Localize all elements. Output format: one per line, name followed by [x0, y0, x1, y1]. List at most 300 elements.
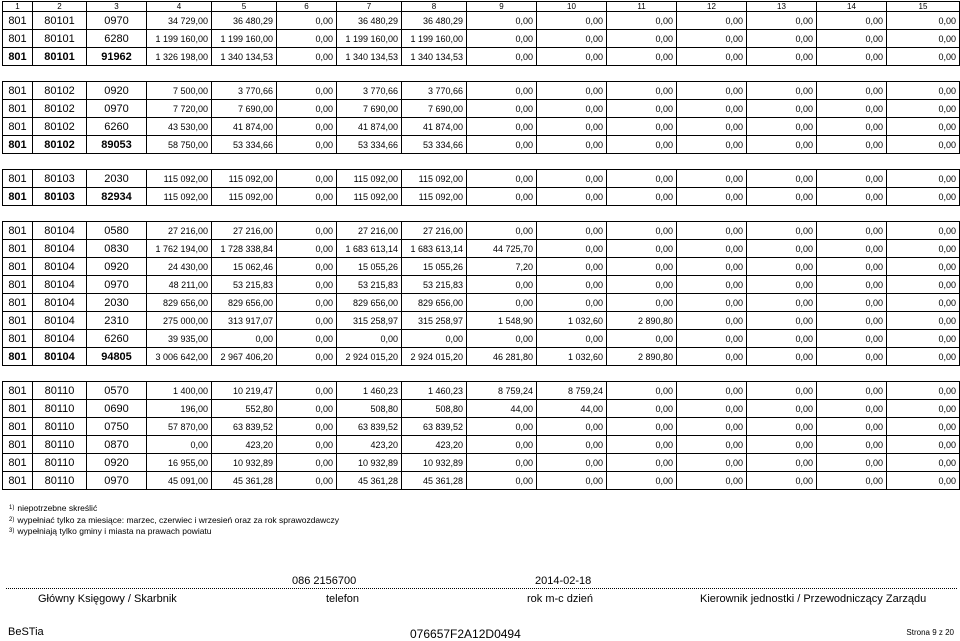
- table-cell: 10 932,89: [402, 454, 467, 472]
- table-cell: 0,00: [747, 222, 817, 240]
- table-cell: 0,00: [817, 48, 887, 66]
- table-cell: 0920: [87, 82, 147, 100]
- table-cell: 0,00: [537, 294, 607, 312]
- table-cell: 0,00: [747, 170, 817, 188]
- column-header: 12: [677, 2, 747, 12]
- table-cell: 27 216,00: [212, 222, 277, 240]
- table-row-total: [3, 136, 960, 154]
- table-cell: 0,00: [467, 436, 537, 454]
- footnote-2: $^{2)}$ wypełniać tylko za miesiące: marzec, czerwiec i wrzesień oraz za rok sprawozdawczy: [9, 514, 340, 525]
- table-row: [3, 222, 960, 240]
- column-header: 14: [817, 2, 887, 12]
- section-separator: [3, 66, 960, 82]
- table-cell: 115 092,00: [337, 170, 402, 188]
- table-cell: 0,00: [887, 188, 960, 206]
- table-cell: 115 092,00: [212, 188, 277, 206]
- table-cell: 0,00: [747, 276, 817, 294]
- table-cell: 801: [3, 454, 33, 472]
- table-cell: 0,00: [277, 382, 337, 400]
- table-cell: 10 219,47: [212, 382, 277, 400]
- table-cell: 0,00: [817, 400, 887, 418]
- table-cell: 0,00: [677, 100, 747, 118]
- table-cell: 16 955,00: [147, 454, 212, 472]
- column-header: 9: [467, 2, 537, 12]
- table-cell: 801: [3, 222, 33, 240]
- table-cell: 0,00: [537, 188, 607, 206]
- table-cell: 0,00: [607, 418, 677, 436]
- table-cell: 1 199 160,00: [212, 30, 277, 48]
- table-cell: 0,00: [277, 436, 337, 454]
- table-cell: 27 216,00: [402, 222, 467, 240]
- table-cell: 801: [3, 136, 33, 154]
- table-cell: 0,00: [817, 82, 887, 100]
- table-cell: 15 055,26: [337, 258, 402, 276]
- table-cell: 45 361,28: [212, 472, 277, 490]
- table-cell: 1 460,23: [337, 382, 402, 400]
- table-cell: 0,00: [817, 12, 887, 30]
- table-cell: 0,00: [677, 48, 747, 66]
- table-cell: 0,00: [677, 240, 747, 258]
- table-cell: 508,80: [337, 400, 402, 418]
- column-header: 13: [747, 2, 817, 12]
- table-cell: 7 690,00: [212, 100, 277, 118]
- table-cell: 0,00: [677, 418, 747, 436]
- date-value: 2014-02-18: [535, 575, 592, 587]
- table-cell: 0,00: [677, 82, 747, 100]
- table-cell: 0,00: [887, 30, 960, 48]
- column-header: 3: [87, 2, 147, 12]
- table-cell: 7 690,00: [402, 100, 467, 118]
- table-cell: 44,00: [467, 400, 537, 418]
- table-cell: 0,00: [887, 170, 960, 188]
- table-cell: 0,00: [887, 118, 960, 136]
- table-cell: 423,20: [402, 436, 467, 454]
- table-cell: 0,00: [817, 312, 887, 330]
- table-cell: 0,00: [747, 330, 817, 348]
- table-cell: 0,00: [467, 330, 537, 348]
- table-cell: 0,00: [467, 188, 537, 206]
- table-cell: 196,00: [147, 400, 212, 418]
- table-cell: 0,00: [402, 330, 467, 348]
- phone-value: 086 2156700: [292, 575, 357, 587]
- table-cell: 45 091,00: [147, 472, 212, 490]
- table-cell: 0,00: [677, 454, 747, 472]
- table-cell: 801: [3, 170, 33, 188]
- table-cell: 1 032,60: [537, 348, 607, 366]
- table-cell: 7 500,00: [147, 82, 212, 100]
- footnotes: [9, 503, 339, 538]
- table-cell: 0,00: [537, 240, 607, 258]
- table-cell: 44 725,70: [467, 240, 537, 258]
- table-cell: 46 281,80: [467, 348, 537, 366]
- table-cell: 63 839,52: [402, 418, 467, 436]
- table-cell: 2030: [87, 170, 147, 188]
- table-cell: 0,00: [277, 222, 337, 240]
- table-cell: 0,00: [537, 418, 607, 436]
- table-cell: 801: [3, 258, 33, 276]
- table-cell: 1 326 198,00: [147, 48, 212, 66]
- table-cell: 0,00: [747, 472, 817, 490]
- table-cell: 0,00: [467, 48, 537, 66]
- table-cell: 0,00: [747, 188, 817, 206]
- table-cell: 0,00: [277, 12, 337, 30]
- table-cell: 80110: [33, 382, 87, 400]
- table-cell: 0,00: [817, 118, 887, 136]
- column-header: 2: [33, 2, 87, 12]
- table-cell: 41 874,00: [402, 118, 467, 136]
- table-cell: 10 932,89: [337, 454, 402, 472]
- table-cell: 115 092,00: [402, 170, 467, 188]
- table-cell: 0,00: [817, 100, 887, 118]
- table-cell: 0,00: [467, 418, 537, 436]
- table-cell: 3 770,66: [402, 82, 467, 100]
- table-cell: 0,00: [747, 12, 817, 30]
- table-cell: 80110: [33, 454, 87, 472]
- table-cell: 15 055,26: [402, 258, 467, 276]
- table-cell: 80104: [33, 222, 87, 240]
- table-cell: 2 924 015,20: [402, 348, 467, 366]
- table-cell: 53 215,83: [337, 276, 402, 294]
- table-cell: 80104: [33, 294, 87, 312]
- table-cell: 0570: [87, 382, 147, 400]
- table-cell: 0,00: [747, 240, 817, 258]
- table-cell: 801: [3, 30, 33, 48]
- table-cell: 0,00: [277, 294, 337, 312]
- table-cell: 1 762 194,00: [147, 240, 212, 258]
- table-cell: 0,00: [817, 418, 887, 436]
- table-cell: 80104: [33, 330, 87, 348]
- phone-label: telefon: [326, 593, 360, 605]
- table-cell: 0,00: [467, 222, 537, 240]
- table-cell: 0,00: [677, 382, 747, 400]
- table-cell: 829 656,00: [147, 294, 212, 312]
- table-cell: 2 890,80: [607, 348, 677, 366]
- table-cell: 0,00: [677, 330, 747, 348]
- table-cell: 0,00: [277, 330, 337, 348]
- table-cell: 0,00: [147, 436, 212, 454]
- table-cell: 0,00: [747, 418, 817, 436]
- table-cell: 0,00: [277, 82, 337, 100]
- table-cell: 0,00: [677, 400, 747, 418]
- table-cell: 0,00: [537, 100, 607, 118]
- table-cell: 2 890,80: [607, 312, 677, 330]
- table-cell: 0,00: [277, 418, 337, 436]
- table-cell: 0970: [87, 276, 147, 294]
- table-cell: 0,00: [607, 118, 677, 136]
- table-cell: 801: [3, 100, 33, 118]
- document-id: 076657F2A12D0494: [410, 627, 521, 641]
- table-cell: 1 460,23: [402, 382, 467, 400]
- table-cell: 0,00: [537, 30, 607, 48]
- table-cell: 80104: [33, 240, 87, 258]
- table-cell: 36 480,29: [402, 12, 467, 30]
- table-cell: 0,00: [467, 454, 537, 472]
- table-cell: 0,00: [467, 82, 537, 100]
- table-cell: 0,00: [537, 170, 607, 188]
- table-cell: 0,00: [607, 258, 677, 276]
- table-cell: 80102: [33, 82, 87, 100]
- table-cell: 2 967 406,20: [212, 348, 277, 366]
- table-cell: 0,00: [747, 100, 817, 118]
- table-row: [3, 258, 960, 276]
- table-cell: 0,00: [887, 382, 960, 400]
- table-cell: 0,00: [887, 258, 960, 276]
- table-cell: 0,00: [537, 276, 607, 294]
- table-cell: 0,00: [467, 294, 537, 312]
- table-cell: 0,00: [607, 472, 677, 490]
- table-cell: 0,00: [537, 118, 607, 136]
- table-cell: 63 839,52: [212, 418, 277, 436]
- table-cell: 0,00: [817, 330, 887, 348]
- table-cell: 0,00: [537, 472, 607, 490]
- table-cell: 80103: [33, 170, 87, 188]
- table-cell: 801: [3, 400, 33, 418]
- table-cell: 801: [3, 12, 33, 30]
- table-cell: 0,00: [747, 454, 817, 472]
- table-cell: 0,00: [747, 400, 817, 418]
- table-cell: 0920: [87, 258, 147, 276]
- table-cell: 0,00: [212, 330, 277, 348]
- table-cell: 315 258,97: [402, 312, 467, 330]
- table-cell: 0,00: [817, 170, 887, 188]
- table-cell: 0,00: [747, 312, 817, 330]
- table-row: [3, 100, 960, 118]
- table-cell: 423,20: [212, 436, 277, 454]
- table-cell: 0,00: [747, 348, 817, 366]
- table-cell: 53 334,66: [337, 136, 402, 154]
- table-cell: 0,00: [817, 436, 887, 454]
- column-header: 4: [147, 2, 212, 12]
- table-cell: 0,00: [607, 330, 677, 348]
- table-cell: 80103: [33, 188, 87, 206]
- table-cell: 0,00: [747, 294, 817, 312]
- table-cell: 0,00: [277, 100, 337, 118]
- table-cell: 0,00: [467, 100, 537, 118]
- table-cell: 0,00: [277, 348, 337, 366]
- table-cell: 0,00: [607, 188, 677, 206]
- table-cell: 0,00: [887, 472, 960, 490]
- table-cell: 8 759,24: [467, 382, 537, 400]
- table-cell: 0,00: [747, 382, 817, 400]
- table-cell: 0,00: [887, 436, 960, 454]
- table-cell: 48 211,00: [147, 276, 212, 294]
- table-cell: 0970: [87, 472, 147, 490]
- table-cell: 3 006 642,00: [147, 348, 212, 366]
- table-cell: 0,00: [887, 418, 960, 436]
- table-cell: 0,00: [817, 472, 887, 490]
- table-cell: 0,00: [887, 48, 960, 66]
- table-cell: 63 839,52: [337, 418, 402, 436]
- table-cell: 0,00: [277, 30, 337, 48]
- table-cell: 829 656,00: [402, 294, 467, 312]
- table-cell: 41 874,00: [337, 118, 402, 136]
- table-row: [3, 436, 960, 454]
- table-cell: 1 340 134,53: [402, 48, 467, 66]
- table-cell: 0,00: [677, 436, 747, 454]
- table-cell: 0,00: [607, 294, 677, 312]
- table-cell: 24 430,00: [147, 258, 212, 276]
- table-cell: 0,00: [677, 136, 747, 154]
- table-cell: 2030: [87, 294, 147, 312]
- table-cell: 44,00: [537, 400, 607, 418]
- table-cell: 801: [3, 118, 33, 136]
- table-cell: 0,00: [277, 170, 337, 188]
- table-cell: 6260: [87, 330, 147, 348]
- table-cell: 0970: [87, 12, 147, 30]
- table-cell: 0,00: [467, 12, 537, 30]
- date-label: rok m-c dzień: [527, 593, 594, 605]
- table-cell: 801: [3, 82, 33, 100]
- table-cell: 53 334,66: [212, 136, 277, 154]
- table-cell: 0,00: [277, 118, 337, 136]
- table-cell: 3 770,66: [212, 82, 277, 100]
- table-cell: 0,00: [887, 12, 960, 30]
- section-separator: [3, 154, 960, 170]
- table-cell: 801: [3, 294, 33, 312]
- table-cell: 0,00: [887, 348, 960, 366]
- table-cell: 1 400,00: [147, 382, 212, 400]
- column-header: 6: [277, 2, 337, 12]
- table-cell: 0,00: [607, 222, 677, 240]
- table-cell: 0,00: [817, 382, 887, 400]
- section-separator: [3, 206, 960, 222]
- table-cell: 0,00: [817, 276, 887, 294]
- table-cell: 1 199 160,00: [147, 30, 212, 48]
- table-row: [3, 472, 960, 490]
- table-cell: 80110: [33, 436, 87, 454]
- table-cell: 801: [3, 348, 33, 366]
- table-cell: 115 092,00: [402, 188, 467, 206]
- table-cell: 53 215,83: [212, 276, 277, 294]
- table-cell: 0,00: [677, 118, 747, 136]
- table-row: [3, 82, 960, 100]
- table-cell: 552,80: [212, 400, 277, 418]
- table-cell: 0,00: [277, 312, 337, 330]
- table-cell: 1 340 134,53: [337, 48, 402, 66]
- table-cell: 0,00: [817, 222, 887, 240]
- table-cell: 0,00: [747, 30, 817, 48]
- table-cell: 0,00: [677, 348, 747, 366]
- table-cell: 0,00: [887, 82, 960, 100]
- table-cell: 0,00: [887, 276, 960, 294]
- column-header: 11: [607, 2, 677, 12]
- table-cell: 80104: [33, 258, 87, 276]
- table-cell: 36 480,29: [212, 12, 277, 30]
- table-cell: 7,20: [467, 258, 537, 276]
- table-row: [3, 400, 960, 418]
- table-cell: 0,00: [277, 188, 337, 206]
- table-cell: 91962: [87, 48, 147, 66]
- table-cell: 0830: [87, 240, 147, 258]
- table-cell: 0,00: [887, 222, 960, 240]
- table-cell: 0,00: [467, 276, 537, 294]
- table-cell: 0,00: [607, 436, 677, 454]
- table-cell: 0,00: [607, 170, 677, 188]
- table-cell: 0,00: [277, 136, 337, 154]
- table-cell: 80101: [33, 12, 87, 30]
- table-cell: 0,00: [607, 48, 677, 66]
- table-cell: 423,20: [337, 436, 402, 454]
- table-row: [3, 118, 960, 136]
- table-cell: 8 759,24: [537, 382, 607, 400]
- table-cell: 0,00: [467, 118, 537, 136]
- table-cell: 0,00: [607, 100, 677, 118]
- column-header: 1: [3, 2, 33, 12]
- table-cell: 0,00: [277, 240, 337, 258]
- page-number: Strona 9 z 20: [906, 628, 954, 637]
- table-cell: 0690: [87, 400, 147, 418]
- table-cell: 0,00: [677, 294, 747, 312]
- software-name: BeSTia: [8, 626, 44, 638]
- table-cell: 275 000,00: [147, 312, 212, 330]
- financial-table: [2, 1, 960, 490]
- table-cell: 801: [3, 382, 33, 400]
- table-cell: 1 199 160,00: [402, 30, 467, 48]
- table-cell: 0,00: [607, 12, 677, 30]
- table-row: [3, 12, 960, 30]
- table-cell: 801: [3, 312, 33, 330]
- table-cell: 1 683 613,14: [337, 240, 402, 258]
- table-cell: 0,00: [817, 136, 887, 154]
- table-cell: 53 215,83: [402, 276, 467, 294]
- table-row: [3, 294, 960, 312]
- table-cell: 115 092,00: [212, 170, 277, 188]
- table-cell: 0,00: [607, 82, 677, 100]
- table-cell: 0,00: [277, 454, 337, 472]
- table-cell: 0,00: [467, 136, 537, 154]
- table-cell: 0,00: [817, 454, 887, 472]
- table-cell: 80104: [33, 348, 87, 366]
- table-cell: 45 361,28: [337, 472, 402, 490]
- table-cell: 801: [3, 330, 33, 348]
- table-row: [3, 240, 960, 258]
- table-cell: 0,00: [747, 136, 817, 154]
- table-cell: 829 656,00: [337, 294, 402, 312]
- table-cell: 0,00: [537, 48, 607, 66]
- table-cell: 80101: [33, 30, 87, 48]
- table-cell: 82934: [87, 188, 147, 206]
- table-cell: 0,00: [817, 258, 887, 276]
- table-cell: 0,00: [537, 222, 607, 240]
- table-cell: 313 917,07: [212, 312, 277, 330]
- table-cell: 80102: [33, 118, 87, 136]
- table-cell: 0,00: [677, 188, 747, 206]
- table-cell: 0,00: [537, 12, 607, 30]
- table-cell: 1 683 613,14: [402, 240, 467, 258]
- table-cell: 2310: [87, 312, 147, 330]
- table-cell: 1 340 134,53: [212, 48, 277, 66]
- table-cell: 508,80: [402, 400, 467, 418]
- table-cell: 1 728 338,84: [212, 240, 277, 258]
- table-cell: 801: [3, 240, 33, 258]
- table-cell: 0,00: [817, 30, 887, 48]
- table-cell: 94805: [87, 348, 147, 366]
- table-cell: 89053: [87, 136, 147, 154]
- table-cell: 0,00: [337, 330, 402, 348]
- table-cell: 0,00: [677, 12, 747, 30]
- table-cell: 80104: [33, 276, 87, 294]
- table-cell: 57 870,00: [147, 418, 212, 436]
- table-cell: 801: [3, 436, 33, 454]
- table-cell: 0580: [87, 222, 147, 240]
- table-cell: 80104: [33, 312, 87, 330]
- column-header: 10: [537, 2, 607, 12]
- table-cell: 0920: [87, 454, 147, 472]
- footnote-1: $^{1)}$ niepotrzebne skreślić: [9, 503, 98, 513]
- table-cell: 0,00: [817, 294, 887, 312]
- table-cell: 0,00: [537, 330, 607, 348]
- table-cell: 80101: [33, 48, 87, 66]
